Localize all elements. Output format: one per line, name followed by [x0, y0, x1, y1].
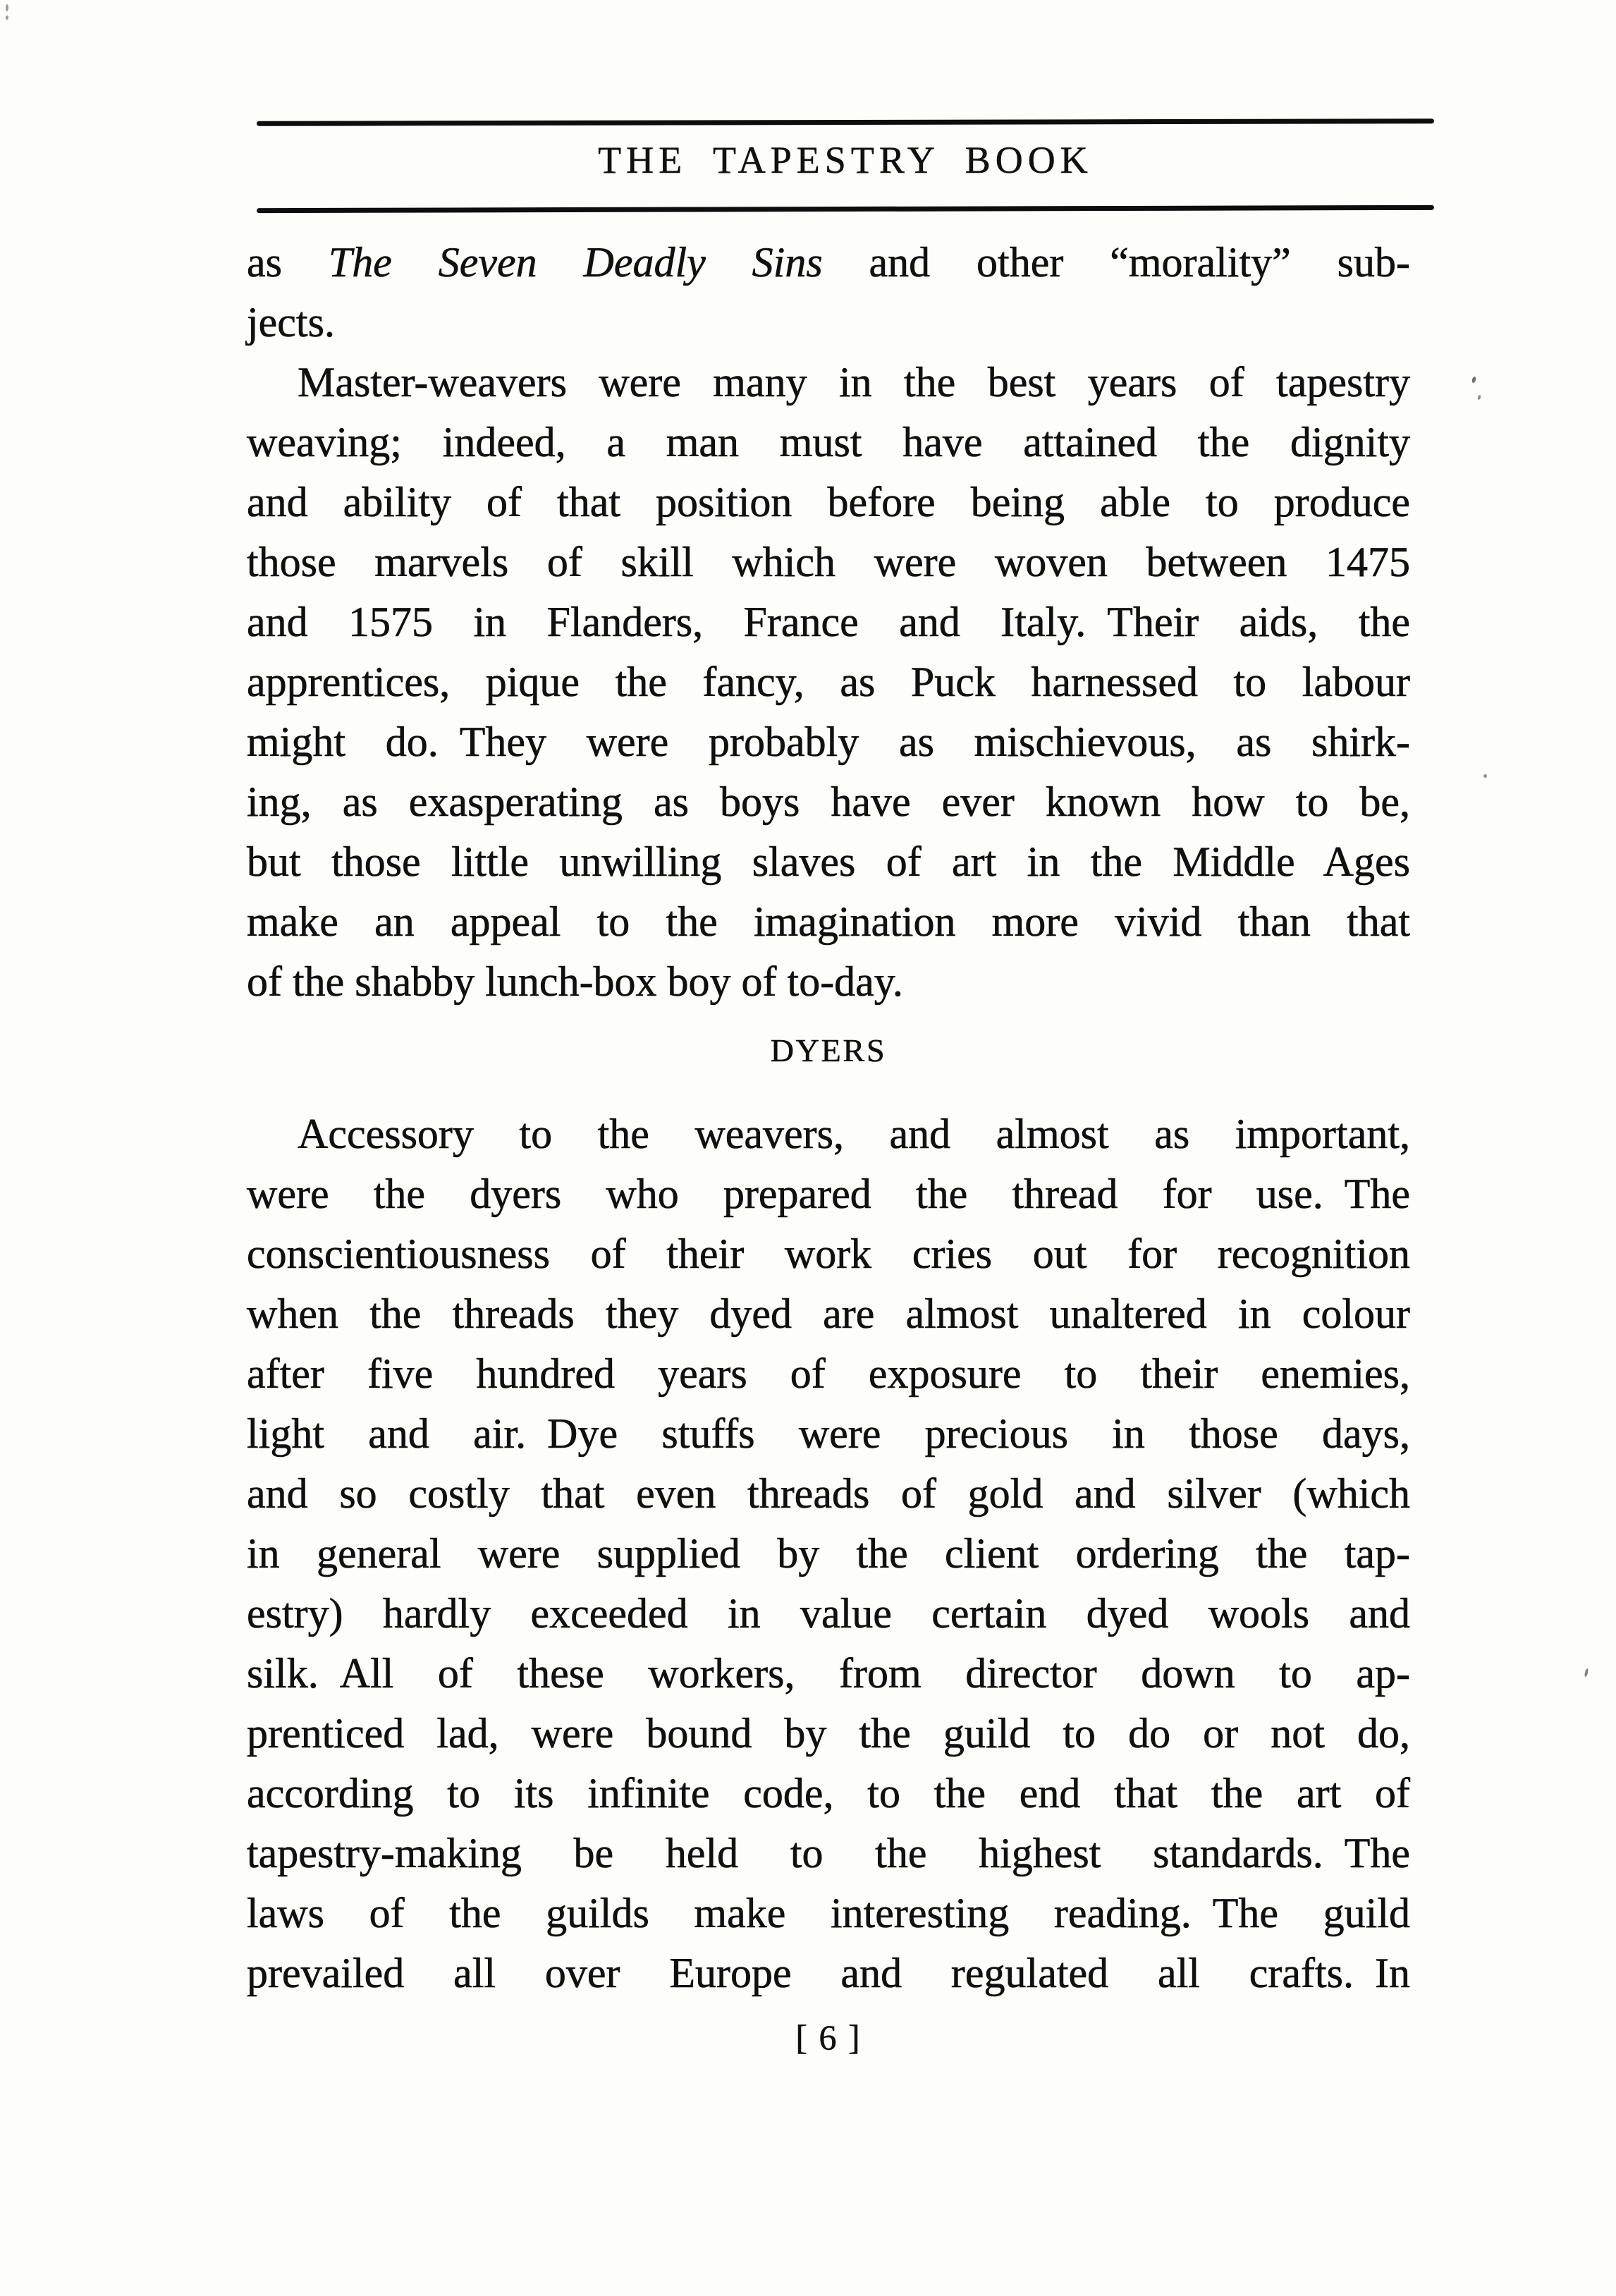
text-segment: when the threads they dyed are almost unaltered in colour: [247, 1290, 1410, 1337]
text-segment: tapestry-making be held to the highest standards. The: [247, 1830, 1410, 1876]
header-rule-top: [257, 118, 1434, 126]
text-segment: make an appeal to the imagination more vivid than that: [247, 898, 1410, 945]
text-line: [247, 832, 1410, 892]
text-line: [247, 472, 1410, 532]
text-segment: and so costly that even threads of gold and silver (which: [247, 1470, 1410, 1517]
scan-speck: [6, 16, 8, 20]
text-line: [247, 652, 1410, 712]
text-segment: and ability of that position before being able to produce: [247, 479, 1410, 525]
header-rule-bottom: [257, 205, 1434, 213]
text-segment: as: [247, 239, 329, 286]
scan-speck: [1483, 774, 1487, 778]
text-segment: silk. All of these workers, from director down to ap-: [247, 1650, 1410, 1697]
text-segment: estry) hardly exceeded in value certain dyed wools and: [247, 1590, 1410, 1637]
text-segment: were the dyers who prepared the thread for use. The: [247, 1171, 1410, 1217]
text-line: [247, 1404, 1410, 1464]
scan-speck: [1471, 376, 1477, 383]
paragraph-block-2: [247, 1104, 1410, 2003]
text-line: [247, 1584, 1410, 1644]
text-line: [247, 952, 1410, 1012]
text-line: [247, 1284, 1410, 1344]
text-segment: jects.: [247, 299, 335, 346]
text-line: [247, 1943, 1410, 2003]
text-line: [247, 1704, 1410, 1764]
scan-speck: [6, 4, 8, 11]
text-line: [247, 1344, 1410, 1404]
text-segment: after five hundred years of exposure to their enemies,: [247, 1350, 1410, 1397]
text-segment: Accessory to the weavers, and almost as important,: [298, 1111, 1410, 1157]
text-line: [247, 1824, 1410, 1883]
text-segment: ing, as exasperating as boys have ever known how to be,: [247, 778, 1410, 825]
text-segment: Master-weavers were many in the best years of tapestry: [298, 359, 1410, 405]
text-segment: conscientiousness of their work cries out for recognition: [247, 1231, 1410, 1277]
italic-text-segment: The Seven Deadly Sins: [328, 239, 823, 286]
section-heading: DYERS: [770, 1032, 887, 1068]
paragraph-block-1: [247, 233, 1410, 1012]
text-column: [247, 233, 1410, 2068]
text-line: [247, 1883, 1410, 1943]
text-segment: according to its infinite code, to the end that the art of: [247, 1770, 1410, 1816]
text-segment: those marvels of skill which were woven between 1475: [247, 539, 1410, 585]
text-line: [247, 1764, 1410, 1824]
text-line: [247, 413, 1410, 472]
text-line: [247, 353, 1410, 413]
text-segment: and 1575 in Flanders, France and Italy. Their aids, the: [247, 599, 1410, 645]
text-line: [247, 1164, 1410, 1224]
text-line: [247, 532, 1410, 592]
running-head-title: THE TAPESTRY BOOK: [598, 139, 1093, 181]
text-segment: and other “morality” sub-: [822, 239, 1410, 286]
text-segment: prenticed lad, were bound by the guild to do or not do,: [247, 1710, 1410, 1757]
text-segment: laws of the guilds make interesting reading. The guild: [247, 1890, 1410, 1936]
text-line: [247, 1644, 1410, 1704]
text-line: [247, 892, 1410, 952]
text-line: [247, 712, 1410, 772]
text-segment: apprentices, pique the fancy, as Puck harnessed to labour: [247, 659, 1410, 705]
text-line: [247, 1524, 1410, 1584]
text-segment: might do. They were probably as mischievous, as shirk-: [247, 719, 1410, 765]
text-segment: but those little unwilling slaves of art in the Middle Ages: [247, 838, 1410, 885]
text-segment: weaving; indeed, a man must have attained the dignity: [247, 419, 1410, 465]
text-line: [247, 1464, 1410, 1524]
text-segment: in general were supplied by the client ordering the tap-: [247, 1530, 1410, 1577]
text-segment: light and air. Dye stuffs were precious in those days,: [247, 1410, 1410, 1457]
text-line: [247, 1104, 1410, 1164]
text-line: [247, 293, 1410, 353]
text-segment: of the shabby lunch-box boy of to-day.: [247, 958, 903, 1005]
scan-speck: [1477, 395, 1481, 401]
text-line: [247, 592, 1410, 652]
text-line: [247, 772, 1410, 832]
scan-speck: [1584, 1668, 1589, 1678]
text-line: [247, 233, 1410, 293]
text-line: [247, 1224, 1410, 1284]
text-segment: prevailed all over Europe and regulated all crafts. In: [247, 1950, 1410, 1996]
page-number: [ 6 ]: [795, 2017, 862, 2057]
